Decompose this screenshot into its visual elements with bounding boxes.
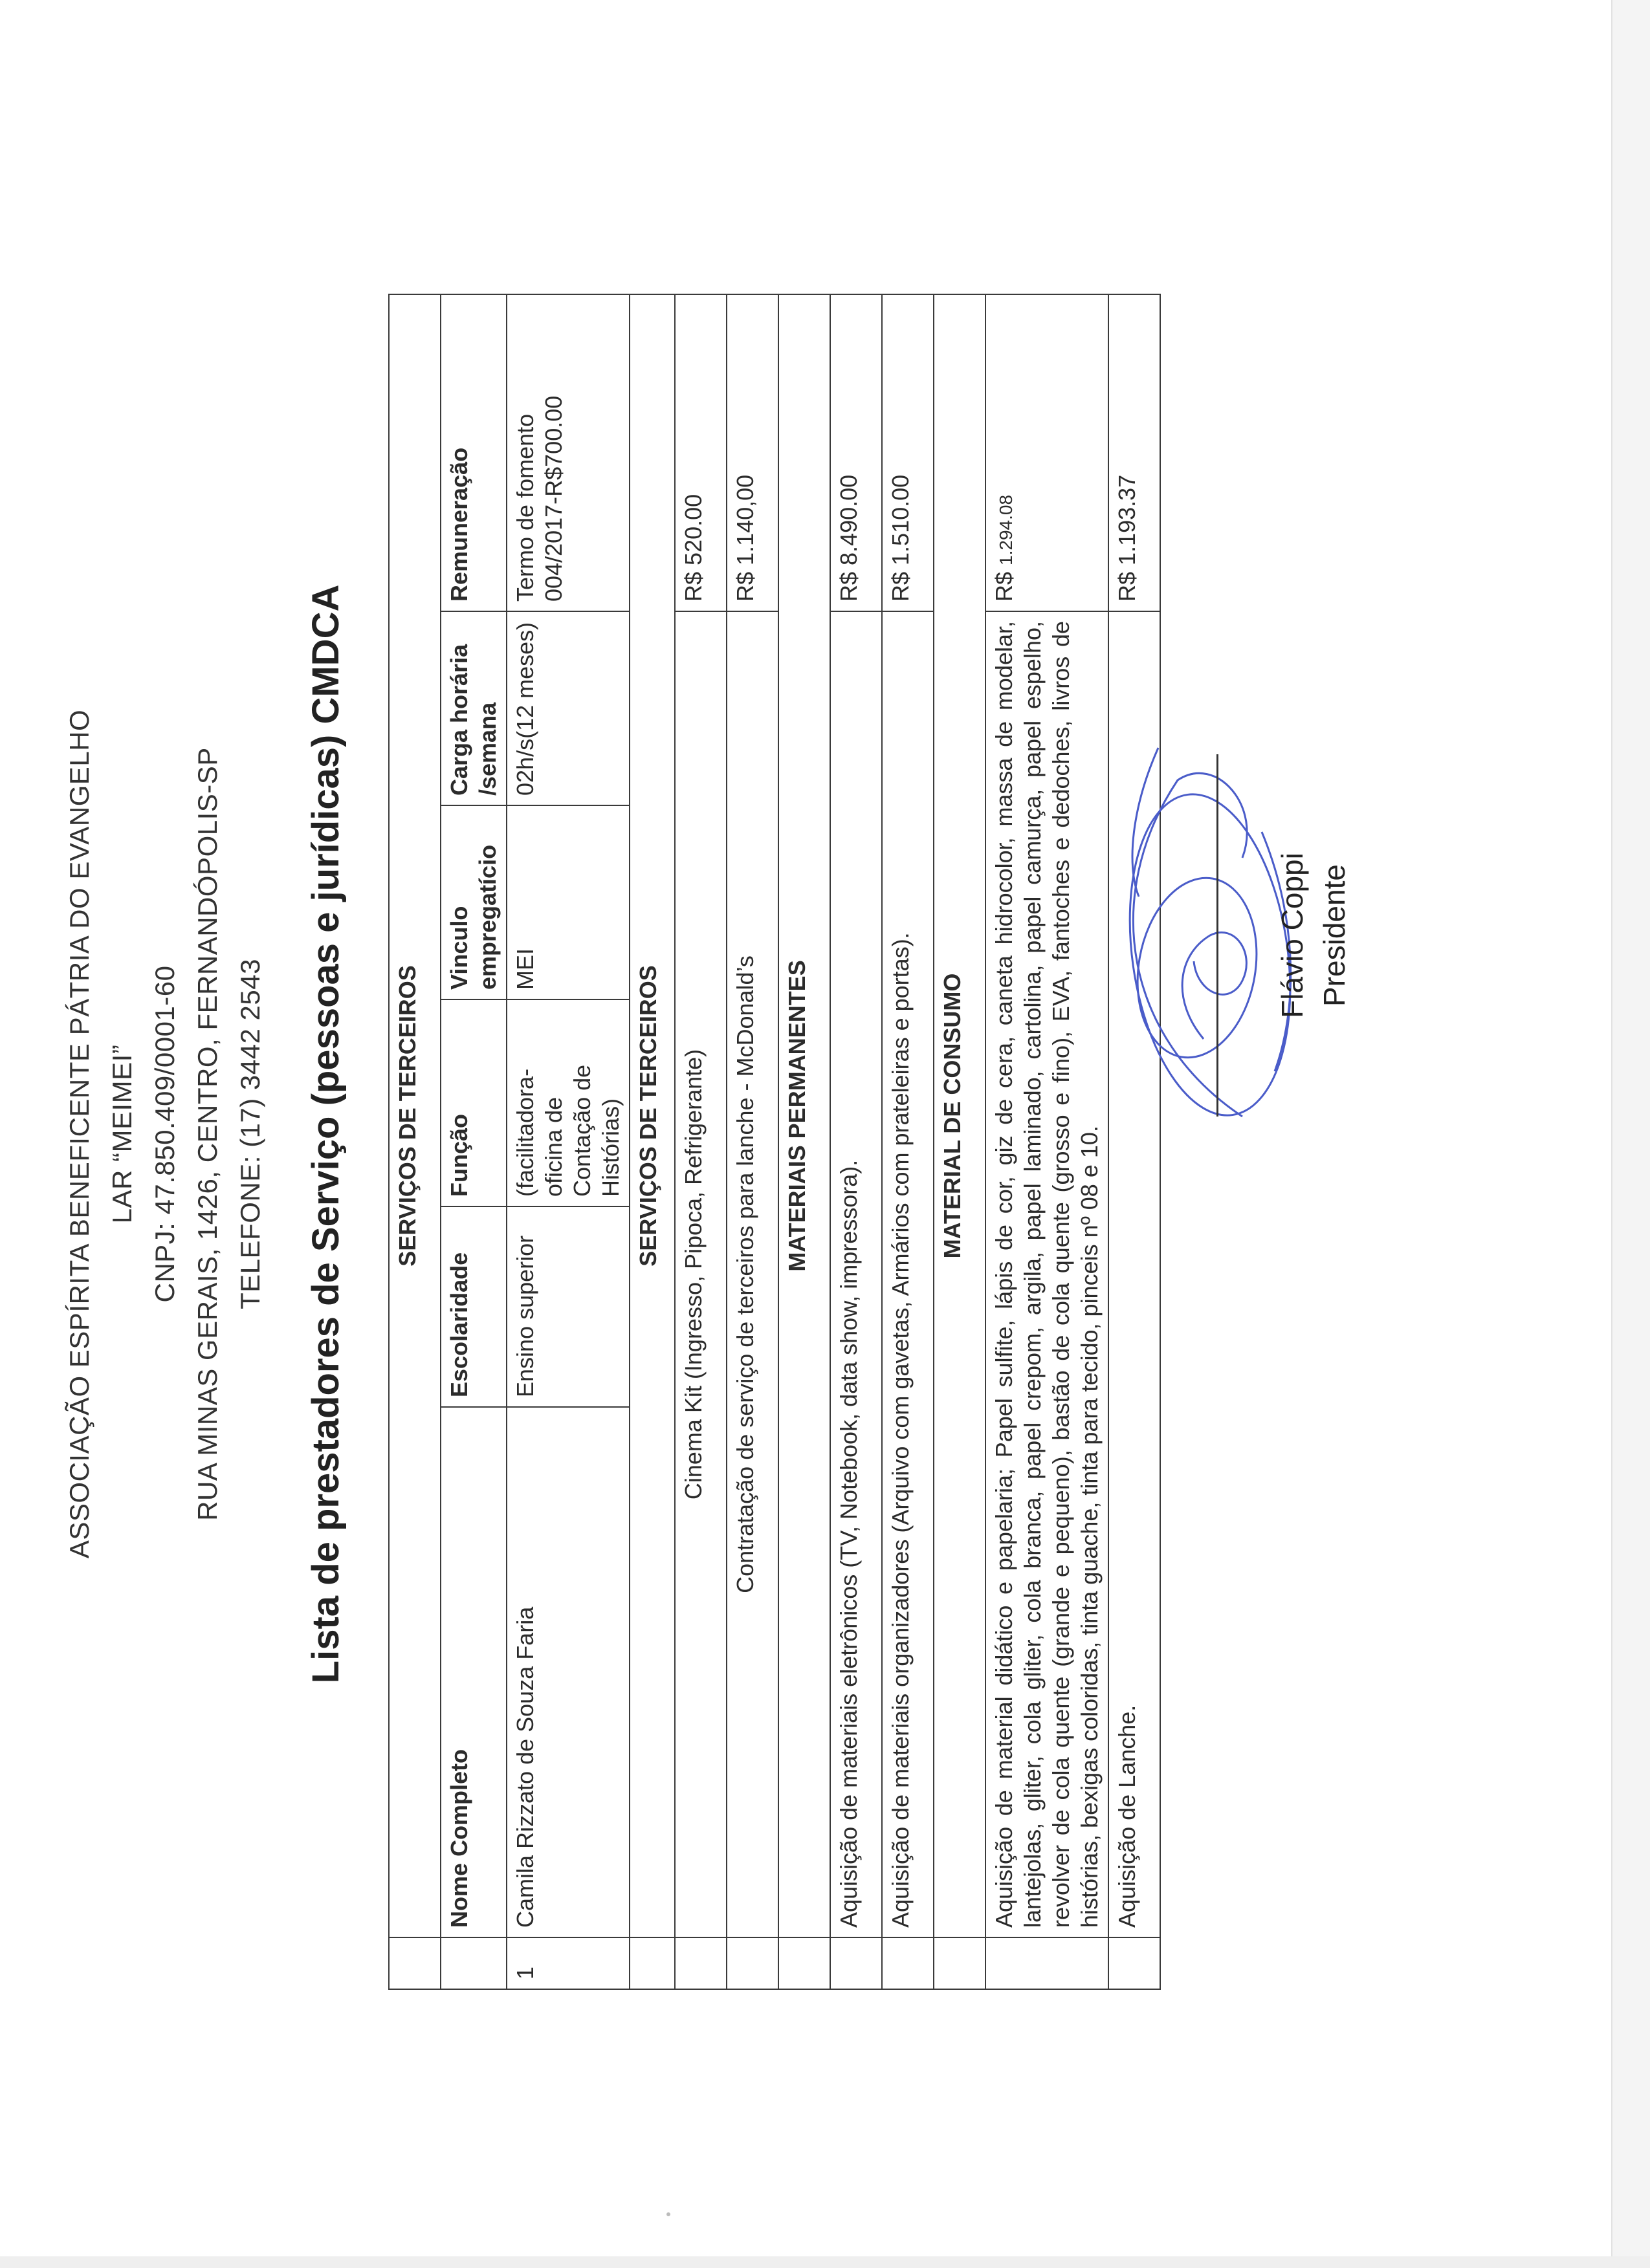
signer-role: Presidente [1317,864,1351,1007]
person-hours: 02h/s(12 meses) [507,611,630,805]
currency-prefix: R$ [991,571,1017,602]
blank-cell [630,1937,675,1989]
blank-cell [441,1937,507,1989]
blank-cell [675,1937,727,1989]
person-bond: MEI [507,805,630,999]
handwritten-signature [1048,715,1359,1168]
col-hours: Carga horária /semana [441,611,507,805]
person-function: (facilitadora-oficina de Contação de Histórias) [507,999,630,1206]
service-desc: Contratação de serviço de terceiros para lanche - McDonald’s [727,611,778,1937]
consumable-desc: Aquisição de material didático e papelaria; Papel sulfite, lápis de cor, giz de cera, caneta hidrocolor, massa de modelar, lantejolas, gliter, cola gliter, cola branca, papel crepom, argila, papel laminado, cartolina, papel camurça, papel espelho, revolver de cola quente (grande e pequeno), bastão de cola quente (grosso e fino), EVA, fantoches e dedoches, livros de histórias, bexigas coloridas, tinta guache, tinta para tecido, pinceis nº 08 e 10. [985,611,1108,1937]
providers-table [388,294,1161,1990]
service-value: R$ 520.00 [675,294,727,611]
org-subname: LAR “MEIMEI” [107,1044,137,1224]
signature-line [1216,754,1218,1117]
consumable-value [985,294,1108,611]
signer-name: Flávio Coppi [1275,853,1309,1018]
blank-cell [1108,1937,1160,1989]
section-title-services: SERVIÇOS DE TERCEIROS [389,294,441,1937]
consumable-value: R$ 1.193.37 [1108,294,1160,611]
person-name: Camila Rizzato de Souza Faria [507,1407,630,1937]
letterhead [58,0,272,2268]
section-title-services-2: SERVIÇOS DE TERCEIROS [630,294,675,1937]
consumable-desc: Aquisição de Lanche. [1108,611,1160,1937]
permanent-desc: Aquisição de materiais organizadores (Arquivo com gavetas, Armários com prateleiras e portas). [882,611,934,1937]
row-index: 1 [507,1937,630,1989]
blank-cell [882,1937,934,1989]
blank-cell [985,1937,1108,1989]
blank-cell [934,1937,985,1989]
service-desc: Cinema Kit (Ingresso, Pipoca, Refrigerante) [675,611,727,1937]
org-cnpj: CNPJ: 47.850.409/0001-60 [149,965,180,1303]
person-pay: Termo de fomento 004/2017-R$700.00 [507,294,630,611]
blank-cell [727,1937,778,1989]
section-title-consumables: MATERIAL DE CONSUMO [934,294,985,1937]
blank-cell [389,1937,441,1989]
document-title: Lista de prestadores de Serviço (pessoas e jurídicas) CMDCA [305,584,347,1684]
org-name: ASSOCIAÇÃO ESPÍRITA BENEFICENTE PÁTRIA DO EVANGELHO [64,709,94,1559]
col-name: Nome Completo [441,1407,507,1937]
person-education: Ensino superior [507,1206,630,1407]
blank-cell [778,1937,830,1989]
consumable-amount: 1.294.08 [996,494,1016,565]
blank-cell [830,1937,882,1989]
org-address: RUA MINAS GERAIS, 1426, CENTRO, FERNANDÓPOLIS-SP [192,747,223,1521]
permanent-desc: Aquisição de materiais eletrônicos (TV, Notebook, data show, impressora). [830,611,882,1937]
col-bond: Vinculo empregatício [441,805,507,999]
permanent-value: R$ 8.490.00 [830,294,882,611]
service-value: R$ 1.140,00 [727,294,778,611]
org-phone: TELEFONE: (17) 3442 2543 [235,959,265,1309]
col-function: Função [441,999,507,1206]
section-title-permanent: MATERIAIS PERMANENTES [778,294,830,1937]
col-education: Escolaridade [441,1206,507,1407]
permanent-value: R$ 1.510.00 [882,294,934,611]
col-pay: Remuneração [441,294,507,611]
